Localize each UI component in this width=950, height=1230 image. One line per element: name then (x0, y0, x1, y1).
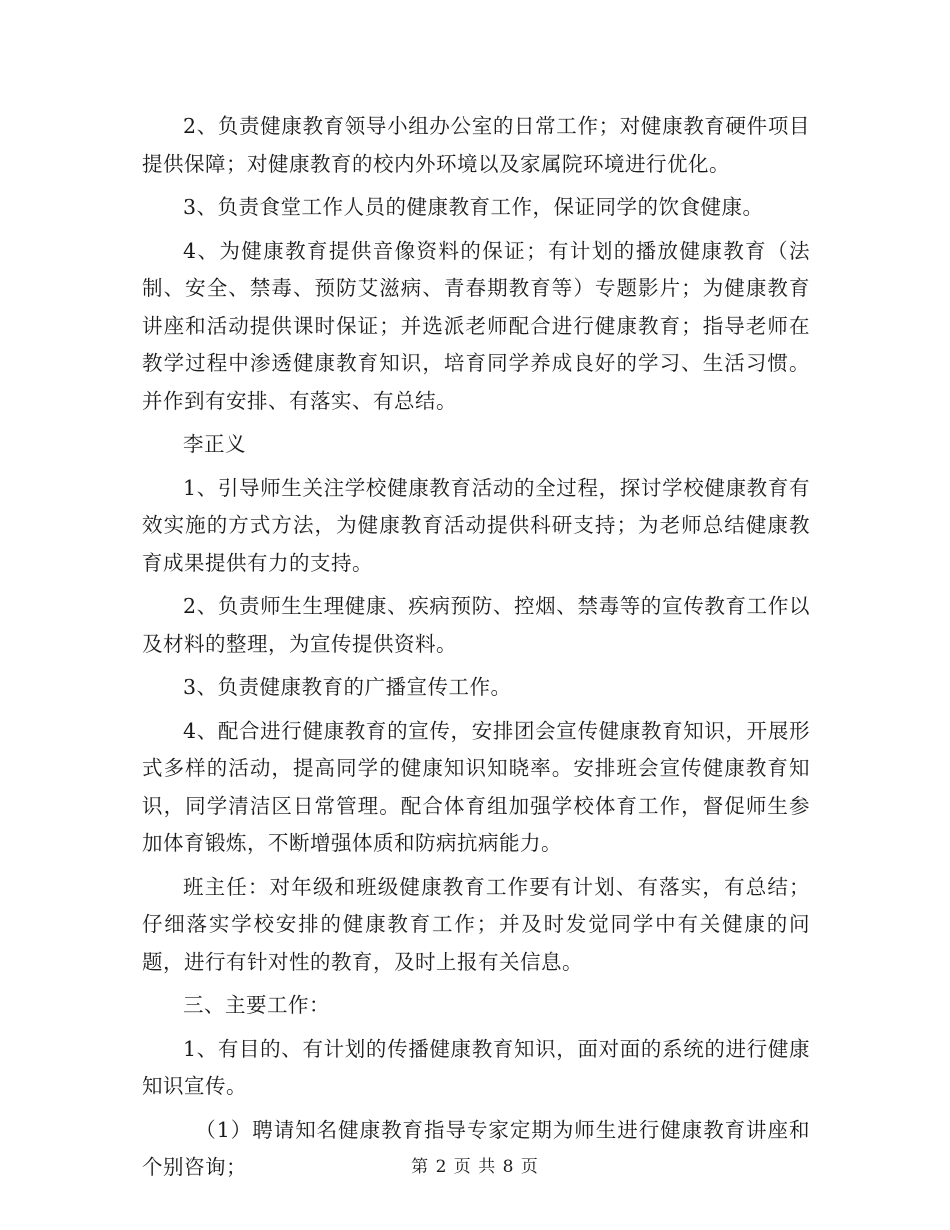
paragraph-research-1: 1、引导师生关注学校健康教育活动的全过程，探讨学校健康教育有效实施的方式方法，为健康教育活动提供科研支持；为老师总结健康教育成果提供有力的支持。 (142, 475, 810, 575)
paragraph-research-2: 2、负责师生生理健康、疾病预防、控烟、禁毒等的宣传教育工作以 及材料的整理，为宣传提供资料。 (142, 594, 810, 656)
paragraph-duty-4: 4、为健康教育提供音像资料的保证；有计划的播放健康教育（法制、安全、禁毒、预防艾滋病、青春期教育等）专题影片；为健康教育讲座和活动提供课时保证；并选派老师配合进行健康教育；指导老师在教学过程中渗透健康教育知识，培育同学养成良好的学习、生活习惯。并作到有安排、有落实、有总结。 (142, 238, 810, 413)
paragraph-research-3: 3、负责健康教育的广播宣传工作。 (183, 675, 512, 699)
paragraph-main-work-1: 1、有目的、有计划的传播健康教育知识，面对面的系统的进行健康知识宣传。 (142, 1036, 810, 1098)
page-number-label: 第 2 页 共 8 页 (411, 1157, 539, 1177)
document-body (142, 108, 810, 1193)
paragraph-main-work-1-1: （1）聘请知名健康教育指导专家定期为师生进行健康教育讲座和个别咨询； (142, 1117, 810, 1179)
section-person-name: 李正义 (183, 432, 246, 456)
paragraph-duty-2: 2、负责健康教育领导小组办公室的日常工作；对健康教育硬件项目提供保障；对健康教育的校内外环境以及家属院环境进行优化。 (142, 114, 810, 176)
page-footer (0, 1152, 950, 1177)
paragraph-research-4: 4、配合进行健康教育的宣传，安排团会宣传健康教育知识，开展形式多样的活动，提高同学的健康知识知晓率。安排班会宣传健康教育知识，同学清洁区日常管理。配合体育组加强学校体育工作，督促师生参加体育锻炼，不断增强体质和防病抗病能力。 (142, 718, 810, 855)
section-heading-main-work: 三、主要工作： (183, 993, 330, 1017)
paragraph-class-teacher: 班主任：对年级和班级健康教育工作要有计划、有落实，有总结；仔细落实学校安排的健康教育工作；并及时发觉同学中有关健康的问题，进行有针对性的教育，及时上报有关信息。 (142, 874, 810, 974)
paragraph-duty-3: 3、负责食堂工作人员的健康教育工作，保证同学的饮食健康。 (183, 195, 764, 219)
